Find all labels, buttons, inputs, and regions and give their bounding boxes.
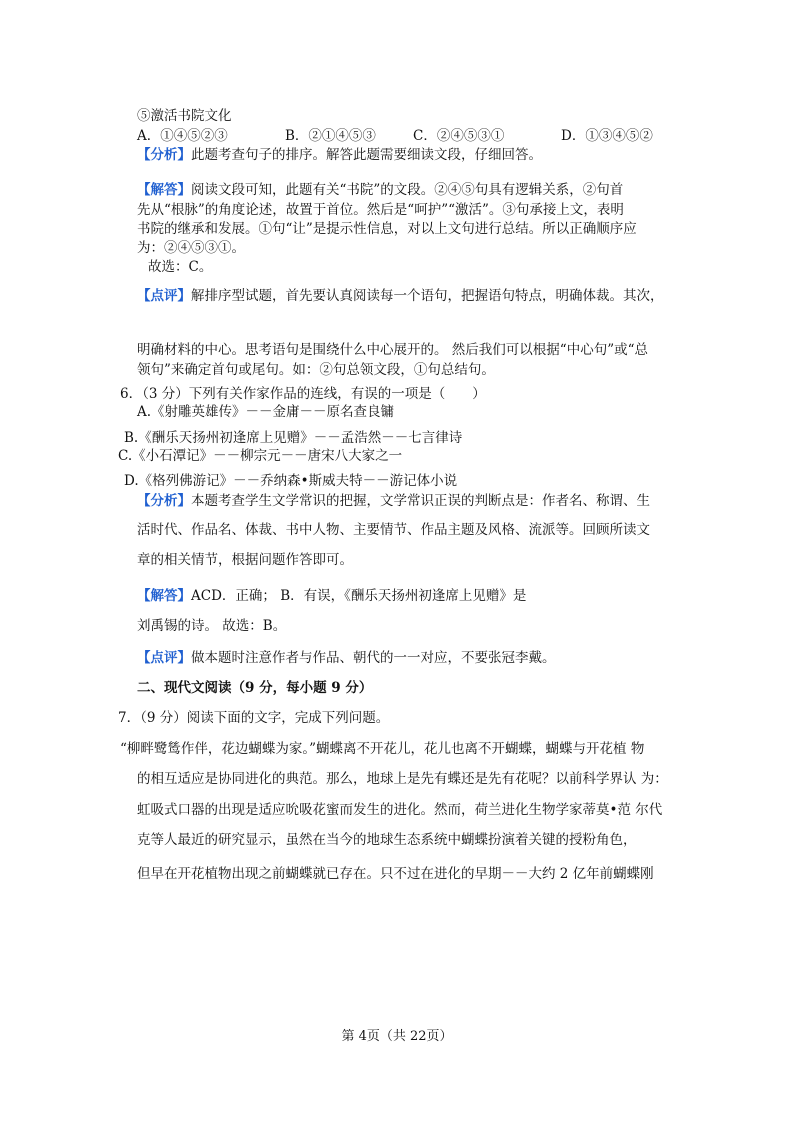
analysis-line: 活时代、作品名、体裁、书中人物、主要情节、作品主题及风格、流派等。回顾所读文 — [137, 522, 650, 538]
page-number: 第 4页（共 22页） — [341, 1029, 453, 1044]
q5-option-a: A．①④⑤②③ — [137, 128, 228, 144]
q6-option-c: C.《小石潭记》－－柳宗元－－唐宋八大家之一 — [118, 448, 403, 464]
q6-answer — [137, 587, 526, 605]
q6-option-b: B.《酬乐天扬州初逢席上见赠》－－孟浩然－－七言律诗 — [124, 430, 463, 446]
q5-option-d: D．①③④⑤② — [561, 128, 653, 144]
answer-line: 为：②④⑤③①。 — [137, 240, 245, 256]
passage-line: 的相互适应是协同进化的典范。那么，地球上是先有蝶还是先有花呢？以前科学界认 为： — [137, 771, 668, 787]
q5-options — [137, 127, 653, 145]
comment-tag: 【点评】 — [137, 288, 191, 304]
answer-tag: 【解答】 — [137, 588, 191, 604]
passage-line: 但早在开花植物出现之前蝴蝶就已存在。只不过在进化的早期－－大约 2 亿年前蝴蝶刚 — [137, 866, 654, 882]
comment-line: 领句”来确定首句或尾句。如：②句总领文段，①句总结句。 — [137, 362, 495, 378]
passage-line: “柳畔鹭鸶作伴，花边蝴蝶为家。”蝴蝶离不开花儿，花儿也离不开蝴蝶，蝴蝶与开花植 物 — [120, 741, 645, 757]
analysis-tag: 【分析】 — [137, 147, 191, 163]
comment-tag: 【点评】 — [137, 650, 191, 666]
answer-text: ACD．正确； B．有误，《酬乐天扬州初逢席上见赠》是 — [191, 588, 527, 604]
answer-line: 刘禹锡的诗。 故选：B。 — [137, 618, 287, 634]
q7-stem: 7．（9 分）阅读下面的文字，完成下列问题。 — [118, 710, 390, 726]
q5-comment — [137, 287, 664, 305]
passage-line: 克等人最近的研究显示，虽然在当今的地球生态系统中蝴蝶扮演着关键的授粉角色， — [137, 832, 637, 848]
q6-stem: 6．（3 分）下列有关作家作品的连线，有误的一项是（ ） — [120, 386, 486, 402]
q5-analysis — [137, 146, 542, 164]
answer-line: 先从“根脉”的角度论述，故置于首位。然后是“呵护”“激活”。③句承接上文，表明 — [137, 202, 624, 218]
q5-item5: ⑤激活书院文化 — [137, 108, 232, 124]
answer-line: 书院的继承和发展。①句“让”是提示性信息，对以上文句进行总结。所以正确顺序应 — [137, 221, 637, 237]
q5-option-c: C．②④⑤③① — [413, 128, 505, 144]
comment-text: 做本题时注意作者与作品、朝代的一一对应，不要张冠李戴。 — [191, 650, 556, 666]
q6-option-a: A.《射雕英雄传》－－金庸－－原名查良镛 — [137, 404, 395, 420]
q5-answer — [137, 181, 623, 199]
comment-line: 明确材料的中心。思考语句是围绕什么中心展开的。 然后我们可以根据“中心句”或“总 — [137, 342, 648, 358]
answer-text: 阅读文段可知，此题有关“书院”的文段。②④⑤句具有逻辑关系，②句首 — [191, 182, 624, 198]
analysis-text: 本题考查学生文学常识的把握，文学常识正误的判断点是：作者名、称谓、生 — [191, 493, 650, 509]
answer-line: 故选：C。 — [148, 259, 213, 275]
q5-option-b: B．②①④⑤③ — [285, 128, 376, 144]
analysis-line: 章的相关情节，根据问题作答即可。 — [137, 552, 353, 568]
analysis-tag: 【分析】 — [137, 493, 191, 509]
analysis-text: 此题考查句子的排序。解答此题需要细读文段，仔细回答。 — [191, 147, 542, 163]
section-heading: 二、现代文阅读（9 分，每小题 9 分） — [137, 680, 373, 696]
q6-option-d: D.《格列佛游记》－－乔纳森•斯威夫特－－游记体小说 — [124, 473, 458, 489]
comment-text: 解排序型试题，首先要认真阅读每一个语句，把握语句特点，明确体裁。其次， — [191, 288, 664, 304]
passage-line: 虹吸式口器的出现是适应吮吸花蜜而发生的进化。然而，荷兰进化生物学家蒂莫•范 尔代 — [137, 802, 663, 818]
q6-analysis — [137, 492, 650, 510]
answer-tag: 【解答】 — [137, 182, 191, 198]
q6-comment — [137, 649, 556, 667]
